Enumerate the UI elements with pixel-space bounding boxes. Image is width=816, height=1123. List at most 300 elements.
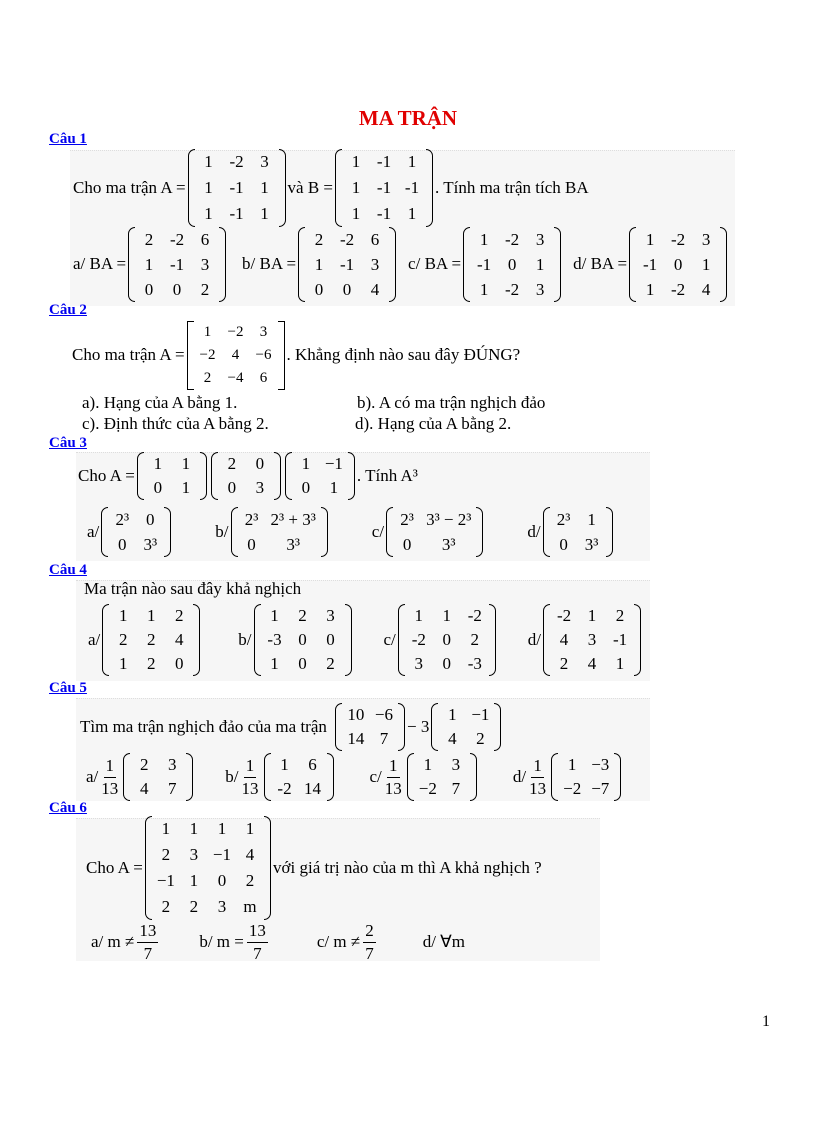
left-bracket: [335, 149, 342, 227]
denominator: 13: [529, 778, 547, 798]
matrix-cell: 1: [587, 510, 596, 529]
matrix-grid: [261, 604, 345, 676]
matrix-cell: 4: [231, 346, 240, 363]
matrix-cell: 3: [255, 478, 265, 497]
matrix-2: [211, 452, 281, 500]
left-bracket: [145, 816, 152, 920]
matrix-cell: −6: [374, 705, 393, 724]
left-bracket: [629, 227, 636, 302]
matrix-cell: -2: [671, 279, 686, 299]
matrix-cell: 1: [479, 279, 489, 299]
matrix-grid: [130, 753, 186, 801]
right-bracket: [200, 452, 207, 500]
matrix-cell: 1: [204, 152, 213, 171]
right-bracket: [193, 604, 200, 676]
matrix-cell: m: [243, 897, 257, 916]
left-bracket: [463, 227, 470, 302]
left-bracket: [254, 604, 261, 676]
matrix-cell: -1: [376, 178, 392, 197]
matrix-cell: 0: [146, 510, 155, 529]
matrix-cell: 3: [168, 755, 177, 774]
left-bracket: [128, 227, 135, 302]
matrix-cell: 3: [217, 897, 227, 916]
matrix-cell: 1: [119, 606, 128, 625]
statement-text: . Khẳng định nào sau đây ĐÚNG?: [286, 345, 521, 364]
matrix-cell: 4: [448, 729, 457, 748]
matrix-grid: [152, 816, 264, 920]
matrix-cell: 1: [701, 254, 711, 274]
question-2-statement: [72, 320, 520, 390]
right-bracket: [327, 753, 334, 801]
matrix-cell: 2: [161, 845, 171, 864]
left-bracket: [123, 753, 130, 801]
right-bracket: [164, 507, 171, 557]
denominator: 7: [365, 943, 374, 963]
right-bracket: [634, 604, 641, 676]
matrix-cell: -3: [267, 630, 282, 649]
statement-text: Tìm ma trận nghịch đảo của ma trận: [80, 717, 327, 736]
question-5-options: [86, 752, 623, 802]
matrix-cell: 1: [161, 819, 171, 838]
question-6-statement: [86, 818, 542, 918]
matrix-cell: 1: [442, 606, 452, 625]
left-bracket: [398, 604, 405, 676]
matrix-cell: −4: [227, 369, 244, 386]
option-c-label: c/: [383, 630, 396, 649]
matrix-cell: 2³: [556, 510, 571, 529]
statement-text: Cho ma trận A =: [72, 345, 185, 364]
matrix-grid: [558, 753, 614, 801]
right-bracket: [476, 507, 483, 557]
matrix-cell: -2: [556, 606, 572, 625]
left-bracket: [407, 753, 414, 801]
matrix-cell: 3: [200, 254, 210, 274]
matrix-cell: 3: [587, 630, 597, 649]
question-6-options: [91, 920, 465, 964]
matrix-cell: 1: [567, 755, 577, 774]
option-b-matrix: [254, 604, 352, 676]
option-b-matrix: [231, 507, 328, 557]
question-2-label[interactable]: Câu 2: [49, 302, 87, 318]
matrix-cell: 3: [701, 229, 711, 249]
option-d-matrix: [543, 604, 641, 676]
matrix-cell: −2: [563, 779, 582, 798]
right-bracket: [470, 753, 477, 801]
matrix-cell: -1: [339, 254, 355, 274]
matrix-grid: [393, 507, 476, 557]
right-bracket: [489, 604, 496, 676]
matrix-cell: 0: [342, 279, 352, 299]
denominator: 7: [143, 943, 153, 963]
right-bracket: [606, 507, 613, 557]
matrix-cell: 7: [451, 779, 461, 798]
matrix-cell: 1: [351, 204, 361, 223]
matrix-cell: 1: [407, 204, 417, 223]
option-c-label: c/: [369, 767, 382, 786]
matrix-cell: 2: [147, 654, 156, 673]
option-b-label: b/: [215, 522, 229, 541]
option-b-matrix: [298, 227, 396, 302]
question-3-label[interactable]: Câu 3: [49, 435, 87, 451]
matrix-cell: 14: [304, 779, 322, 798]
right-bracket: [554, 227, 561, 302]
option-a-label: a/: [86, 767, 99, 786]
option-d-matrix: [543, 507, 613, 557]
matrix-cell: 1: [204, 204, 213, 223]
matrix-cell: 2: [119, 630, 128, 649]
option-a-fraction: [137, 920, 158, 964]
matrix-grid: [550, 507, 606, 557]
left-bracket: [188, 149, 195, 227]
matrix-cell: 3: [326, 606, 335, 625]
matrix-cell: −2: [199, 346, 216, 363]
matrix-cell: 3³: [441, 535, 456, 554]
option-c-label: c/ BA =: [408, 254, 462, 273]
matrix-grid: [194, 321, 278, 390]
numerator: 1: [387, 755, 400, 777]
matrix-cell: 2: [326, 654, 335, 673]
matrix-cell: 3: [414, 654, 424, 673]
matrix-cell: 3: [535, 229, 545, 249]
matrix-cell: −1: [156, 871, 175, 890]
option-d-matrix: [551, 753, 621, 801]
page-title: MA TRẬN: [358, 106, 458, 130]
option-b-label: b/: [225, 767, 239, 786]
matrix-cell: 0: [442, 654, 452, 673]
matrix-cell: -1: [376, 152, 392, 171]
option-a-matrix: [128, 227, 226, 302]
matrix-cell: -3: [467, 654, 482, 673]
matrix-cell: 1: [270, 606, 279, 625]
matrix-1: [335, 703, 405, 751]
left-bracket: [102, 604, 109, 676]
right-bracket: [279, 149, 286, 227]
matrix-cell: 0: [153, 478, 163, 497]
matrix-cell: −6: [255, 346, 272, 363]
matrix-cell: -1: [612, 630, 628, 649]
matrix-grid: [438, 703, 494, 751]
matrix-cell: -2: [671, 229, 686, 249]
matrix-cell: 2: [140, 755, 149, 774]
matrix-cell: 1: [280, 755, 289, 774]
matrix-cell: 1: [245, 819, 255, 838]
matrix-cell: 0: [247, 535, 256, 554]
matrix-a: [145, 816, 271, 920]
option-d-label: d/: [527, 522, 541, 541]
matrix-cell: 1: [270, 654, 279, 673]
matrix-cell: 1: [203, 323, 212, 340]
matrix-cell: 2³ + 3³: [270, 510, 316, 529]
matrix-cell: -2: [505, 229, 520, 249]
right-bracket: [348, 452, 355, 500]
left-bracket: [187, 321, 194, 390]
matrix-cell: 2³: [244, 510, 259, 529]
option-c-fraction: [385, 755, 402, 799]
matrix-cell: -1: [376, 204, 392, 223]
left-bracket: [543, 604, 550, 676]
matrix-cell: 0: [673, 254, 683, 274]
right-bracket: [274, 452, 281, 500]
matrix-cell: 2: [470, 630, 480, 649]
option-c: c). Định thức của A bằng 2.: [82, 414, 269, 433]
matrix-cell: −1: [212, 845, 232, 864]
option-c-matrix: [386, 507, 483, 557]
matrix-cell: 1: [351, 152, 361, 171]
matrix-cell: 2: [147, 630, 156, 649]
matrix-grid: [292, 452, 348, 500]
matrix-grid: [271, 753, 327, 801]
right-bracket: [345, 604, 352, 676]
matrix-grid: [342, 703, 398, 751]
matrix-cell: 0: [402, 535, 412, 554]
matrix-cell: −7: [591, 779, 610, 798]
matrix-grid: [414, 753, 470, 801]
matrix-2: [431, 703, 501, 751]
matrix-cell: 6: [370, 229, 380, 249]
matrix-cell: 2: [559, 654, 569, 673]
matrix-cell: 2: [161, 897, 171, 916]
right-bracket: [321, 507, 328, 557]
matrix-grid: [195, 149, 279, 227]
matrix-cell: 3: [535, 279, 545, 299]
matrix-cell: 1: [181, 478, 191, 497]
matrix-cell: 4: [701, 279, 711, 299]
right-bracket: [720, 227, 727, 302]
matrix-b: [335, 149, 433, 227]
matrix-cell: -1: [229, 178, 244, 197]
question-1-label[interactable]: Câu 1: [49, 131, 87, 147]
right-bracket: [278, 321, 285, 390]
matrix-cell: -1: [477, 254, 492, 274]
matrix-cell: 1: [189, 819, 199, 838]
option-a-label: a/ m ≠: [91, 932, 135, 951]
matrix-cell: -1: [169, 254, 185, 274]
option-a-matrix: [102, 604, 200, 676]
left-bracket: [551, 753, 558, 801]
matrix-1: [137, 452, 207, 500]
matrix-cell: 0: [118, 535, 127, 554]
option-b-label: b/ BA =: [242, 254, 297, 273]
question-5-label[interactable]: Câu 5: [49, 680, 87, 696]
left-bracket: [211, 452, 218, 500]
matrix-cell: 4: [175, 630, 184, 649]
matrix-cell: 2: [200, 279, 210, 299]
matrix-cell: -2: [229, 152, 244, 171]
numerator: 1: [244, 755, 257, 777]
option-c-matrix: [463, 227, 561, 302]
matrix-cell: 1: [351, 178, 361, 197]
matrix-cell: 2³: [400, 510, 414, 529]
matrix-cell: 1: [645, 279, 655, 299]
matrix-grid: [135, 227, 219, 302]
matrix-grid: [108, 507, 164, 557]
numerator: 1: [104, 755, 117, 777]
matrix-cell: 0: [172, 279, 182, 299]
left-bracket: [431, 703, 438, 751]
matrix-cell: 3: [189, 845, 199, 864]
option-a-matrix: [123, 753, 193, 801]
matrix-cell: 2: [227, 454, 237, 473]
right-bracket: [494, 703, 501, 751]
matrix-cell: 1: [479, 229, 489, 249]
matrix-cell: 1: [535, 254, 545, 274]
matrix-cell: 0: [227, 478, 237, 497]
option-c-matrix: [407, 753, 477, 801]
question-4-label[interactable]: Câu 4: [49, 562, 87, 578]
matrix-cell: 3³: [286, 535, 300, 554]
matrix-cell: 0: [326, 630, 335, 649]
matrix-cell: 3: [260, 152, 269, 171]
matrix-cell: 1: [217, 819, 227, 838]
matrix-grid: [470, 227, 554, 302]
matrix-cell: −3: [591, 755, 610, 774]
matrix-cell: 1: [645, 229, 655, 249]
matrix-cell: −1: [471, 705, 490, 724]
matrix-cell: 1: [260, 178, 269, 197]
matrix-cell: 4: [140, 779, 149, 798]
matrix-cell: 2: [245, 871, 255, 890]
matrix-cell: 2: [476, 729, 485, 748]
matrix-cell: 3: [259, 323, 268, 340]
left-bracket: [285, 452, 292, 500]
matrix-grid: [109, 604, 193, 676]
matrix-cell: 1: [153, 454, 163, 473]
option-d-fraction: [529, 755, 546, 799]
statement-text: Cho ma trận A =: [73, 178, 186, 197]
option-d-label: d/: [527, 630, 542, 649]
matrix-cell: -2: [467, 606, 482, 625]
matrix-cell: -2: [411, 630, 426, 649]
left-bracket: [231, 507, 238, 557]
matrix-a: [188, 149, 286, 227]
minus-coefficient: − 3: [406, 717, 430, 736]
matrix-cell: 1: [329, 478, 339, 497]
option-a-matrix: [101, 507, 171, 557]
question-1-options: [73, 226, 729, 302]
page-number: 1: [762, 1013, 770, 1030]
matrix-cell: -1: [404, 178, 420, 197]
matrix-cell: -2: [277, 779, 292, 798]
option-c-fraction: [363, 920, 376, 964]
matrix-cell: 0: [298, 630, 307, 649]
matrix-cell: −2: [418, 779, 437, 798]
matrix-cell: 2: [144, 229, 154, 249]
matrix-cell: 1: [260, 204, 269, 223]
option-d-label: d/ ∀m: [422, 932, 466, 951]
question-6-label[interactable]: Câu 6: [49, 800, 87, 816]
matrix-cell: 1: [314, 254, 324, 274]
matrix-cell: 3³: [143, 535, 158, 554]
denominator: 7: [253, 943, 262, 963]
matrix-cell: 0: [442, 630, 452, 649]
matrix-cell: 6: [259, 369, 268, 386]
matrix-cell: 10: [347, 705, 365, 724]
matrix-cell: 0: [507, 254, 517, 274]
matrix-cell: 2³: [115, 510, 130, 529]
option-d: d). Hạng của A bằng 2.: [355, 414, 512, 433]
matrix-cell: -2: [339, 229, 355, 249]
matrix-cell: 4: [587, 654, 597, 673]
numerator: 1: [531, 755, 544, 777]
matrix-cell: −2: [227, 323, 244, 340]
right-bracket: [614, 753, 621, 801]
question-4-options: [88, 603, 643, 677]
option-b-matrix: [264, 753, 334, 801]
matrix-cell: 1: [587, 606, 597, 625]
matrix-cell: 1: [189, 871, 199, 890]
matrix-3: [285, 452, 355, 500]
option-a-label: a/: [88, 630, 101, 649]
matrix-cell: -1: [643, 254, 658, 274]
matrix-cell: 1: [407, 152, 417, 171]
option-b: b). A có ma trận nghịch đảo: [357, 393, 546, 412]
question-4-statement: Ma trận nào sau đây khả nghịch: [84, 579, 302, 598]
matrix-cell: 4: [245, 845, 255, 864]
left-bracket: [386, 507, 393, 557]
matrix-cell: 1: [423, 755, 433, 774]
matrix-cell: 1: [615, 654, 625, 673]
matrix-grid: [342, 149, 426, 227]
right-bracket: [186, 753, 193, 801]
matrix-cell: 0: [144, 279, 154, 299]
matrix-cell: 14: [347, 729, 365, 748]
matrix-cell: 0: [298, 654, 307, 673]
left-bracket: [543, 507, 550, 557]
option-a-label: a/ BA =: [73, 254, 127, 273]
matrix-cell: 0: [175, 654, 184, 673]
matrix-cell: 1: [448, 705, 457, 724]
matrix-cell: 7: [168, 779, 177, 798]
matrix-cell: 1: [147, 606, 156, 625]
matrix-cell: 1: [144, 254, 154, 274]
matrix-cell: 2: [298, 606, 307, 625]
denominator: 13: [241, 778, 259, 798]
matrix-cell: 6: [200, 229, 210, 249]
matrix-cell: 3: [370, 254, 380, 274]
denominator: 13: [384, 778, 402, 798]
numerator: 13: [247, 920, 268, 942]
statement-text: và B =: [287, 178, 334, 197]
option-c-label: c/: [371, 522, 385, 541]
matrix-cell: 4: [559, 630, 569, 649]
option-b-label: b/ m =: [199, 932, 244, 951]
matrix-cell: 3³ − 2³: [426, 510, 472, 529]
matrix-cell: 1: [301, 454, 311, 473]
numerator: 2: [363, 920, 376, 942]
question-3-statement: [78, 452, 418, 500]
matrix-cell: 0: [301, 478, 311, 497]
matrix-cell: 0: [217, 871, 227, 890]
statement-text: với giá trị nào của m thì A khả nghịch ?: [273, 858, 542, 877]
option-b-label: b/: [238, 630, 252, 649]
matrix-cell: 0: [314, 279, 324, 299]
left-bracket: [137, 452, 144, 500]
option-c-label: c/ m ≠: [316, 932, 361, 951]
statement-text: . Tính ma trận tích BA: [435, 178, 589, 197]
option-a: a). Hạng của A bằng 1.: [82, 393, 238, 412]
matrix-cell: 2: [175, 606, 184, 625]
option-a-label: a/: [87, 522, 100, 541]
matrix-cell: 7: [379, 729, 389, 748]
right-bracket: [219, 227, 226, 302]
question-1-statement: [73, 150, 589, 226]
right-bracket: [426, 149, 433, 227]
matrix-a: [187, 321, 285, 390]
left-bracket: [264, 753, 271, 801]
question-3-options: [87, 506, 615, 558]
right-bracket: [398, 703, 405, 751]
option-d-label: d/: [512, 767, 527, 786]
